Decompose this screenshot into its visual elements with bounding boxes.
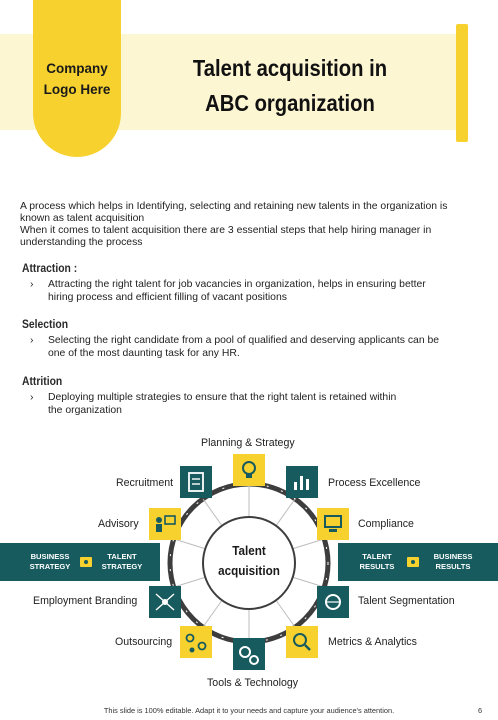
icon-tile-tools: [233, 638, 265, 670]
band-text: RESULTS: [435, 562, 471, 571]
node-label-process: Process Excellence: [328, 477, 421, 489]
hand-chart-icon: [294, 482, 297, 490]
bullet-line: Attracting the right talent for job vacancies in organization, helps in ensuring better: [48, 279, 426, 290]
bullet-attrition: [30, 391, 470, 417]
node-label-compliance: Compliance: [358, 518, 414, 530]
bullet-selection: [30, 334, 470, 360]
header-accent-bar: [456, 24, 468, 142]
logo-line-2: Logo Here: [43, 82, 111, 97]
band-text: BUSINESS: [433, 552, 473, 561]
footer-note: This slide is 100% editable. Adapt it to your needs and capture your audience's attention.: [103, 706, 395, 715]
icon-tile-metrics: [286, 626, 318, 658]
band-text: STRATEGY: [101, 562, 143, 571]
bullet-mark: ›: [30, 392, 34, 403]
icon-tile-process: [286, 466, 318, 498]
page-number: 6: [478, 706, 483, 715]
section-heading-attrition: Attrition: [22, 376, 63, 388]
title-line-1: Talent acquisition in: [192, 55, 388, 81]
band-text: BUSINESS: [30, 552, 70, 561]
presenter-board-icon: [156, 517, 162, 523]
icon-tile-planning: [233, 454, 265, 486]
icon-tile-segmentation: [317, 586, 349, 618]
section-heading-selection: Selection: [22, 319, 69, 331]
bullet-line: Selecting the right candidate from a pool of qualified and deserving applicants can be: [48, 335, 440, 346]
bullet-line: Deploying multiple strategies to ensure that the right talent is retained within: [48, 392, 397, 403]
node-label-tools: Tools & Technology: [207, 677, 299, 689]
title-line-2: ABC organization: [205, 90, 375, 116]
center-line-1: Talent: [232, 543, 266, 558]
page-title: [167, 51, 413, 121]
center-label: [205, 541, 293, 581]
icon-tile-advisory: [149, 508, 181, 540]
band-text: STRATEGY: [29, 562, 71, 571]
band-text: RESULTS: [359, 562, 395, 571]
node-label-planning: Planning & Strategy: [201, 437, 295, 449]
logo-line-1: Company: [46, 61, 108, 76]
node-label-branding: Employment Branding: [33, 595, 138, 607]
node-label-outsourcing: Outsourcing: [115, 636, 173, 648]
node-label-segmentation: Talent Segmentation: [358, 595, 455, 607]
bullet-mark: ›: [30, 335, 34, 346]
icon-tile-outsourcing: [180, 626, 212, 658]
intro-line-3: When it comes to talent acquisition there are 3 essential steps that help hiring manager in: [20, 225, 432, 236]
bullet-mark: ›: [30, 279, 34, 290]
intro-paragraph: [20, 201, 482, 249]
intro-line-2: known as talent acquisition: [20, 213, 145, 224]
band-text: TALENT: [362, 552, 392, 561]
bullet-line: the organization: [48, 405, 122, 416]
bullet-attraction: [30, 278, 470, 304]
icon-tile-recruitment: [180, 466, 212, 498]
intro-line-1: A process which helps in Identifying, selecting and retaining new talents in the organization is: [20, 201, 448, 212]
bullet-line: one of the most daunting task for any HR.: [48, 348, 240, 359]
icon-tile-branding: [149, 586, 181, 618]
node-label-advisory: Advisory: [98, 518, 139, 530]
node-label-metrics: Metrics & Analytics: [328, 636, 417, 648]
bullet-line: hiring process and efficient filling of vacant positions: [48, 292, 287, 303]
band-text: TALENT: [107, 552, 137, 561]
company-logo: [33, 58, 121, 100]
section-heading-attraction: Attraction :: [22, 263, 78, 275]
node-label-recruitment: Recruitment: [116, 477, 174, 489]
intro-line-4: understanding the process: [20, 237, 143, 248]
icon-tile-compliance: [317, 508, 349, 540]
center-line-2: acquisition: [218, 563, 280, 578]
